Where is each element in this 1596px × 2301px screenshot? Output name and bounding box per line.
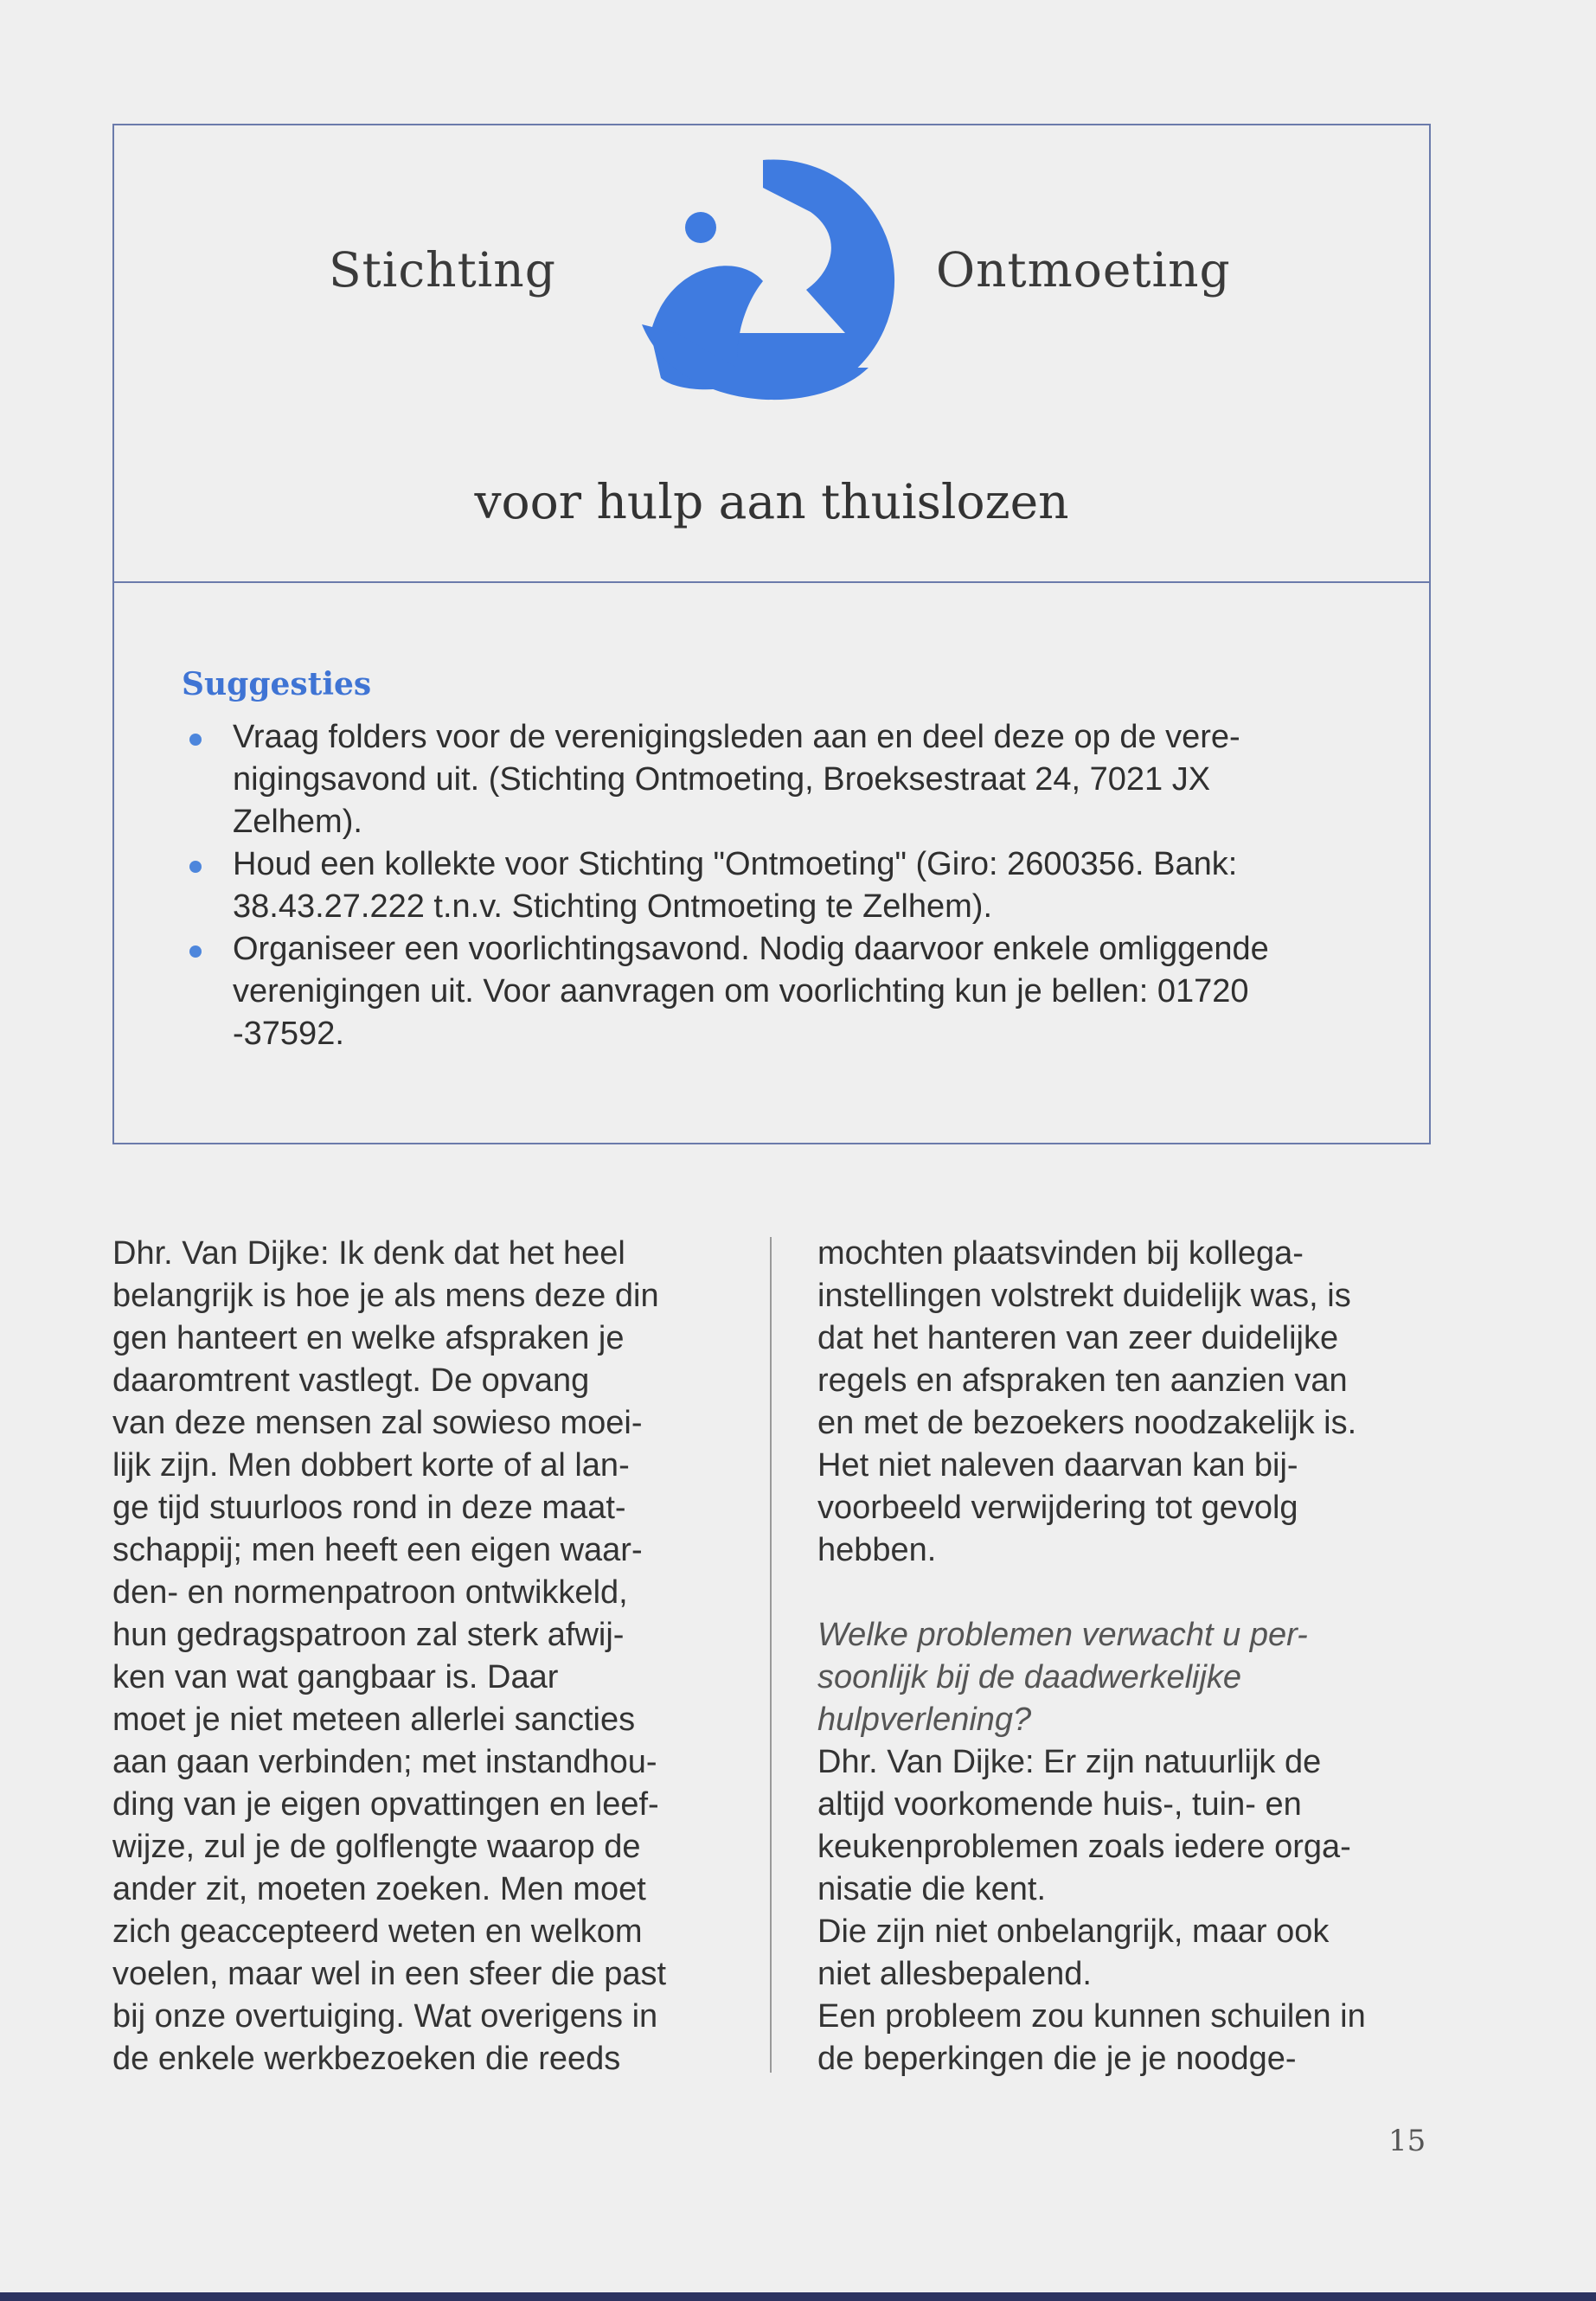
suggestions-title: Suggesties (182, 666, 372, 702)
article-column-right (817, 1233, 1427, 2080)
page-number: 15 (1388, 2124, 1426, 2158)
article-paragraph: Die zijn niet onbelangrijk, maar ook niet allesbepalend. (817, 1913, 1330, 1992)
suggestion-text: Houd een kollekte voor Stichting "Ontmoeting" (Giro: 2600356. Bank: 38.43.27.222 t.n.v. Stichting Ontmoeting te Zelhem). (233, 846, 1238, 925)
header-subtitle: voor hulp aan thuislozen (474, 474, 1069, 529)
page-bottom-edge (0, 2292, 1596, 2301)
article-column-left (112, 1233, 722, 2080)
stichting-ontmoeting-logo (642, 151, 901, 420)
suggestion-item (179, 716, 1381, 843)
article-paragraph: mochten plaatsvinden bij kollega- instellingen volstrekt duidelijk was, is dat het hanteren van zeer duidelijke regels en afspraken ten aanzien van en met de bezoekers noodzakelijk is. Het niet naleven daarvan kan bij- voorbeeld verwijdering tot gevolg hebben. (817, 1235, 1357, 1568)
article-paragraph: Dhr. Van Dijke: Ik denk dat het heel belangrijk is hoe je als mens deze din gen hanteert en welke afspraken je daaromtrent vastlegt. De opvang van deze mensen zal sowieso moei- lijk zijn. Men dobbert korte of al lan- ge tijd stuurloos rond in deze maat- schappij; men heeft een eigen waar- den- en normenpatroon ontwikkeld, hun gedragspatroon zal sterk afwij- ken van wat gangbaar is. Daar moet je niet meteen allerlei sancties aan gaan verbinden; met instandhou- ding van je eigen opvattingen en leef- wijze, zul je de golflengte waarop de ander zit, moeten zoeken. Men moet zich geaccepteerd weten en welkom voelen, maar wel in een sfeer die past bij onze overtuiging. Wat overigens in de enkele werkbezoeken die reeds (112, 1235, 667, 2077)
suggestion-text: Vraag folders voor de verenigingsleden aan en deel deze op de vere- nigingsavond uit. (Stichting Ontmoeting, Broeksestraat 24, 7021 JX Zelhem). (233, 719, 1240, 840)
header-word-ontmoeting: Ontmoeting (936, 242, 1231, 298)
box-divider (114, 581, 1429, 583)
interview-question: Welke problemen verwacht u per- soonlijk bij de daadwerkelijke hulpverlening? (817, 1617, 1308, 1738)
suggestion-item (179, 843, 1381, 928)
suggestion-item (179, 928, 1381, 1055)
article-paragraph: Een probleem zou kunnen schuilen in de beperkingen die je je noodge- (817, 1998, 1366, 2077)
header-word-stichting: Stichting (329, 242, 556, 298)
bullet-icon (189, 945, 202, 958)
info-box (112, 124, 1431, 1144)
column-divider (770, 1237, 772, 2073)
article-paragraph: Dhr. Van Dijke: Er zijn natuurlijk de altijd voorkomende huis-, tuin- en keukenproblemen zoals iedere orga- nisatie die kent. (817, 1744, 1351, 1907)
bullet-icon (189, 861, 202, 873)
suggestion-text: Organiseer een voorlichtingsavond. Nodig daarvoor enkele omliggende verenigingen uit. Voor aanvragen om voorlichting kun je bellen: 01720 -37592. (233, 931, 1269, 1052)
suggestions-list (179, 716, 1381, 1055)
bullet-icon (189, 734, 202, 746)
